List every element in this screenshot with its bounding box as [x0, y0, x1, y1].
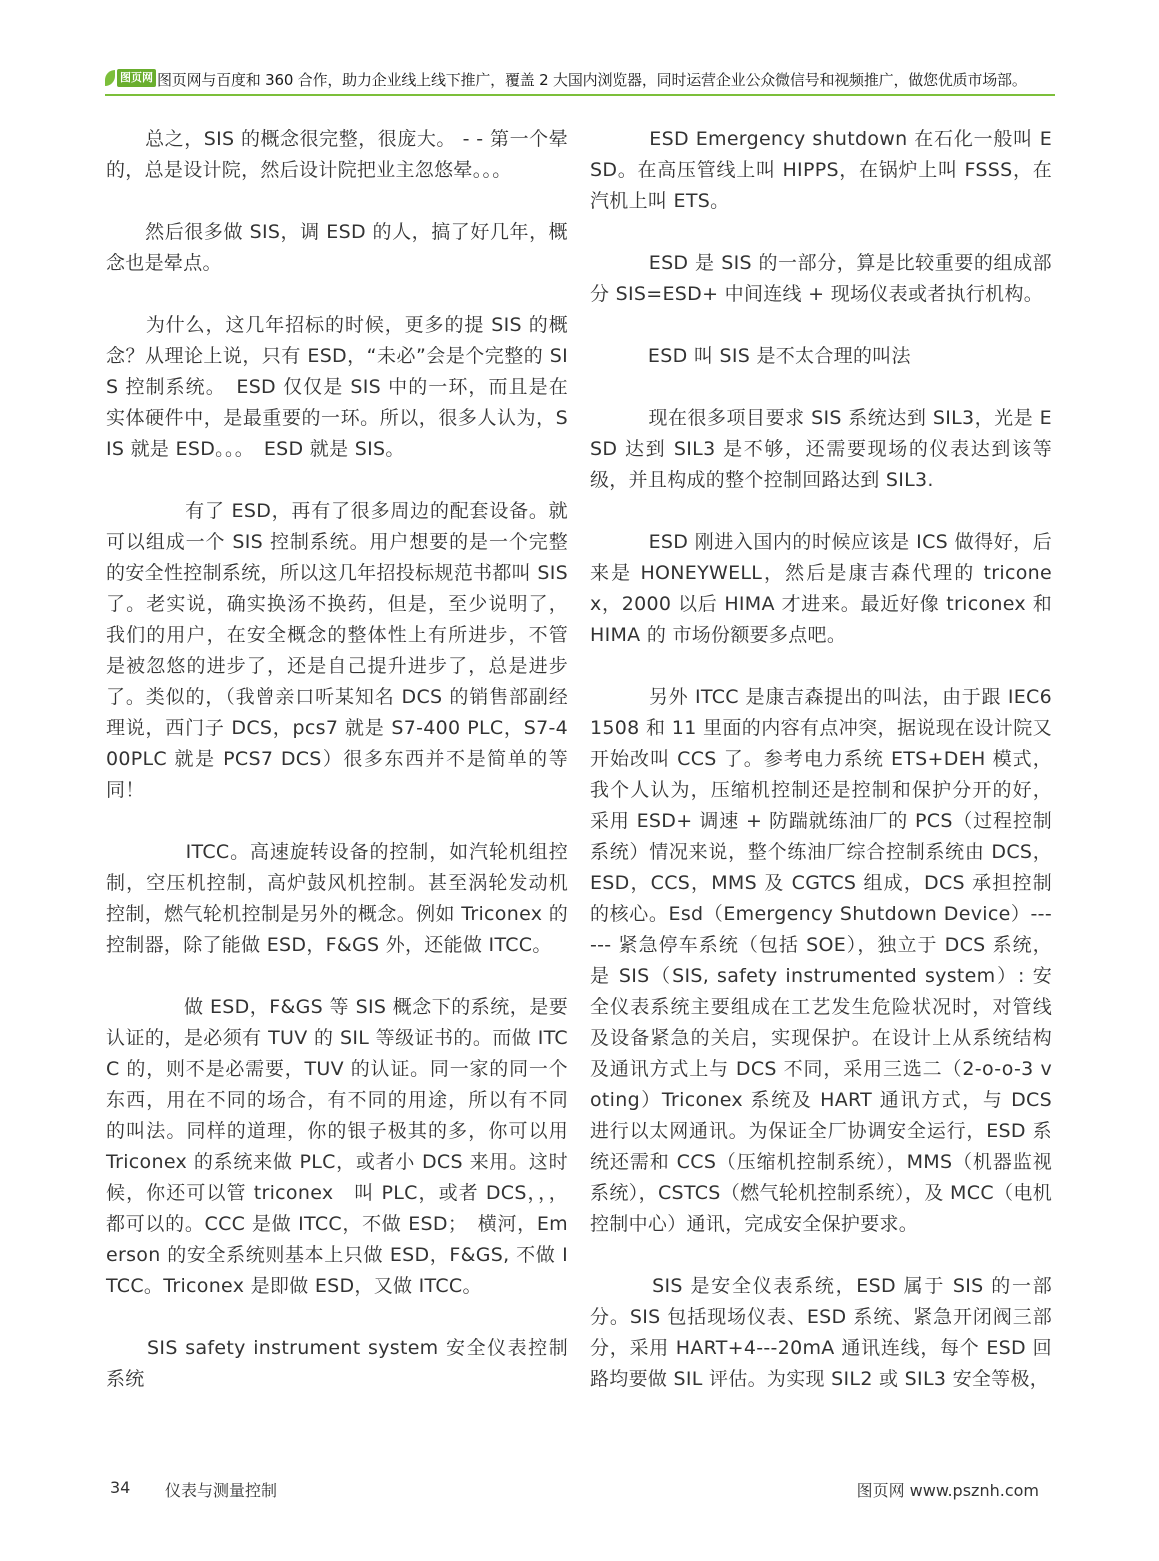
page-number: 34 — [110, 1478, 131, 1497]
paragraph: 总之，SIS 的概念很完整，很庞大。 - - 第一个晕的，总是设计院，然后设计院把业主忽悠晕。。。 — [106, 128, 568, 181]
page-header — [105, 64, 1055, 96]
journal-name: 仪表与测量控制 — [165, 1481, 278, 1500]
paragraph: 然后很多做 SIS，调 ESD 的人，搞了好几年，概念也是晕点。 — [106, 221, 568, 274]
paragraph: ITCC。高速旋转设备的控制，如汽轮机组控制，空压机控制，高炉鼓风机控制。甚至涡轮发动机控制，燃气轮机控制是另外的概念。例如 Triconex 的控制器，除了能做 ESD，F&GS 外，还能做 ITCC。 — [106, 841, 568, 956]
paragraph: SIS 是安全仪表系统，ESD 属于 SIS 的一部分。SIS 包括现场仪表、ESD 系统、紧急开闭阀三部分，采用 HART+4---20mA 通讯连线，每个 ESD 回路均要做 SIL 评估。为实现 SIL2 或 SIL3 安全等极， — [590, 1275, 1052, 1390]
site-url: 图页网 www.psznh.com — [856, 1481, 1039, 1500]
paragraph: 有了 ESD，再有了很多周边的配套设备。就可以组成一个 SIS 控制系统。用户想要的是一个完整的安全性控制系统，所以这几年招投标规范书都叫 SIS 了。老实说，确实换汤不换药，但是，至少说明了，我们的用户，在安全概念的整体性上有所进步，不管是被忽悠的进步了，还是自己提升进步了，总是进步了。类似的，（我曾亲口听某知名 DCS 的销售部副经理说，西门子 DCS，pcs7 就是 S7-400 PLC，S7-400PLC 就是 PCS7 DCS）很多东西并不是简单的等同！ — [106, 500, 568, 801]
logo-text: 图页网 — [117, 69, 156, 87]
paragraph: ESD 刚进入国内的时候应该是 ICS 做得好，后来是 HONEYWELL，然后是康吉森代理的 triconex，2000 以后 HIMA 才进来。最近好像 triconex 和 HIMA 的 市场份额要多点吧。 — [590, 531, 1052, 646]
left-column — [106, 124, 568, 1426]
paragraph: ESD Emergency shutdown 在石化一般叫 ESD。在高压管线上叫 HIPPS，在锅炉上叫 FSSS，在汽机上叫 ETS。 — [590, 128, 1052, 212]
paragraph: SIS safety instrument system 安全仪表控制系统 — [106, 1337, 568, 1390]
paragraph: ESD 叫 SIS 是不太合理的叫法 — [590, 345, 911, 367]
paragraph: 为什么，这几年招标的时候，更多的提 SIS 的概念？从理论上说，只有 ESD，“未必”会是个完整的 SIS 控制系统。 ESD 仅仅是 SIS 中的一环，而且是在实体硬件中，是最重要的一环。所以，很多人认为，SIS 就是 ESD。。。 ESD 就是 SIS。 — [106, 314, 568, 460]
paragraph: 做 ESD，F&GS 等 SIS 概念下的系统，是要认证的，是必须有 TUV 的 SIL 等级证书的。而做 ITCC 的，则不是必需要，TUV 的认证。同一家的同一个东西，用在不同的场合，有不同的用途，所以有不同的叫法。同样的道理，你的银子极其的多，你可以用 Triconex 的系统来做 PLC，或者小 DCS 来用。这时候，你还可以管 triconex 叫 PLC，或者 DCS，，，都可以的。CCC 是做 ITCC，不做 ESD； 横河，Emerson 的安全系统则基本上只做 ESD，F&GS, 不做 ITCC。Triconex 是即做 ESD，又做 ITCC。 — [106, 996, 568, 1297]
right-column — [590, 124, 1052, 1426]
paragraph: 另外 ITCC 是康吉森提出的叫法，由于跟 IEC61508 和 11 里面的内容有点冲突，据说现在设计院又开始改叫 CCS 了。参考电力系统 ETS+DEH 模式，我个人认为，压缩机控制还是控制和保护分开的好，采用 ESD+ 调速 + 防踹就练油厂的 PCS（过程控制系统）情况来说，整个练油厂综合控制系统由 DCS，ESD，CCS，MMS 及 CGTCS 组成，DCS 承担控制的核心。Esd（Emergency Shutdown Device）------ 紧急停车系统（包括 SOE），独立于 DCS 系统，是 SIS（SIS, safety instrumented system）: 安全仪表系统主要组成在工艺发生危险状况时，对管线及设备紧急的关启，实现保护。在设计上从系统结构及通讯方式上与 DCS 不同，采用三选二（2-o-o-3 voting）Triconex 系统及 HART 通讯方式，与 DCS 进行以太网通讯。为保证全厂协调安全运行，ESD 系统还需和 CCS（压缩机控制系统），MMS（机器监视系统），CSTCS（燃气轮机控制系统），及 MCC（电机控制中心）通讯，完成安全保护要求。 — [590, 686, 1052, 1235]
paragraph: ESD 是 SIS 的一部分，算是比较重要的组成部分 SIS=ESD+ 中间连线 + 现场仪表或者执行机构。 — [590, 252, 1052, 305]
header-banner: 图页网与百度和 360 合作，助力企业线上线下推广，覆盖 2 大国内浏览器，同时运营企业公众微信号和视频推广，做您优质市场部。 — [157, 71, 1027, 89]
page-footer — [0, 1478, 1159, 1502]
leaf-icon — [105, 70, 115, 86]
site-logo — [105, 68, 156, 88]
paragraph: 现在很多项目要求 SIS 系统达到 SIL3，光是 ESD 达到 SIL3 是不够，还需要现场的仪表达到该等级，并且构成的整个控制回路达到 SIL3. — [590, 407, 1052, 491]
